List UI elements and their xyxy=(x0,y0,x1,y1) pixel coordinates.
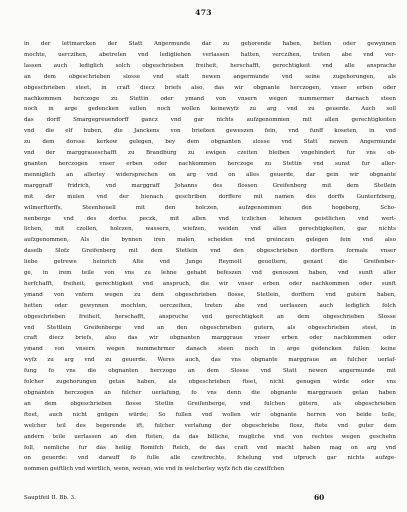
text-line: ge, in irem teile von vns zu lehne gehabt befeszen vnd genoszen haben, vnd sunft aller xyxy=(24,270,396,277)
text-line: obgeschrieben steet, in craft diecz briefs also, das wir obgnante herczogen, vnser erben oder xyxy=(24,84,396,91)
text-line: hetten oder gewynnen mochten, uerczeihen, treten abe vnd uerlaszen auch lediglich folch xyxy=(24,302,396,309)
text-line: gnanten herczogen vnser erben oder nachkommen herczoge zu Stettin vnd sunst fur aller- xyxy=(24,160,396,167)
text-line: lichen, mit czollen, holczen, wassern, wiefzen, weiden vnd allen gerechtigkeiten, gar nichts xyxy=(24,226,396,233)
text-line: wilmerftorffs, Steenhouell mit den holczen, aufzgenommen den hogeberg, Scho- xyxy=(24,204,396,211)
text-line: nommen geiftlich vnd wertlich, wenn, wovan, wie vnd in welcherley wyfz fich die czwiffchen xyxy=(24,466,285,473)
text-line: ymand von vnfern wegen zu dem obgeschrieben flosse, Stetlein, dorffern vnd gutern haben, xyxy=(24,291,396,298)
text-line: das dorff Smargegreuendorff gancz vnd gar nichts aufzgenommen mit allen gerechtigkeiten xyxy=(24,117,396,124)
text-line: wyfz zu arg vnd zu geuerde. Weres auch, das vns obgnante marggraue an fulcher uerlaf- xyxy=(24,357,396,364)
text-line: obgnanten herczogen an fulcher uerlafung, fo vns denn die obgnante marggrauen getan haben xyxy=(24,390,396,396)
text-line: on geuerde: vnd darauff fo fulle alle czwitrechte, fchelung vnd ufpruch gar nichts aufzge- xyxy=(24,455,396,462)
text-line: menniglich an allerley widersprechen on arg vnd on alles geuerde, dar gein wir obgnante xyxy=(24,171,396,178)
text-line: foll, nemliche fur das heilig Romifch Reich, de das craft vnd macht haben mag on arg vnd xyxy=(24,444,396,451)
text-line: mit der mulen vnd der hienach geschriben dorffere mit namen des dorffs Gunterfzberg, xyxy=(24,193,396,200)
text-line: marggraff fridrich, vnd marggraff Johanns des flossen Greifenberg mit dem Stetlein xyxy=(24,182,396,189)
text-line: lassen auch lediglich solch obgeschrieben freiheit, herschafft, gerechtigkeit vnd alle ansprache xyxy=(24,62,396,69)
text-line: welcher teil des begerende ift, fulcher verlafung der obgeschriebe flosz, ftete vnd guter dem xyxy=(24,422,396,429)
text-line: nachkommen herczoge zu Stettin oder ymand von vnsern wegen nummermer darnach steen xyxy=(24,95,396,102)
footer-signature: Sauptfeil II. Bb. 3. xyxy=(24,495,76,501)
text-line: nenberge vnd des dorfss peczk, mit allen vnd iczlichen lehenen geistlichen vnd wert- xyxy=(24,215,396,222)
text-line: craft diecz briefs, also das wir obgnanten marggraue vnser erben oder nachkommen oder xyxy=(24,335,396,342)
text-line: fung fo vns die obgnanten herczogo an dem Slosse vnd Statt newen angermunde mit xyxy=(24,368,396,375)
footer-sheet-number: 60 xyxy=(314,493,325,502)
text-line: in der lettmarcken der Statt Angermunde dar zu gehorende haben, betten oder gewynnen xyxy=(24,41,396,47)
text-line: noch in arge gedencken sullen noch wollen keinewyfz zu arg vnd zu geuerde. Auch soll xyxy=(24,106,396,113)
text-line: vnd der marggraueschafft zu Brandburg zu ewigen czeiten bleiben vngehindert fur vns ob- xyxy=(24,150,396,157)
text-line: mochte, uerczihen, abetreten vnd ledigliehen verlassen hatten, verczihen, treten abe vnd ver- xyxy=(24,51,396,58)
text-line: liebe getrewe heinrich Alte vnd Junge Reymolt geuettern, genant die Greifenber- xyxy=(24,259,396,266)
text-line: aufzgenommen, Als die bynnen iren malen, scheiden vnd greinczen gelegen fein vnd also xyxy=(24,237,396,244)
text-line: vnd Stettlein Greifenberge vnd an den obgeschrieben gutern, als obgeschrieben steet, in xyxy=(24,324,396,331)
body-text xyxy=(24,39,396,475)
text-line: fteet, auch nicht gnügen würde; So fullen vnd wollen wir obgnante herren von beide teile, xyxy=(24,411,396,418)
page-number: 473 xyxy=(195,8,212,17)
page-footer xyxy=(24,495,396,505)
text-line: zu dem dorsse kerkow gelegen, bey dem obgnanten slosse vnd Statt newen Angermunde xyxy=(24,139,396,146)
text-line: an dem obgeschrieben slosse vnd statt newen angermunde vnd seine zugehorungen, als xyxy=(24,73,396,80)
text-line: andern teile uerlassen an den fteten, da das billiche, mugliche vnd von rechtes wegen geschehn xyxy=(24,433,396,440)
text-line: herfchafft, freiheit, gerechtigkeit vnd anspruch, die wir vnser erben oder nachkommen oder sunft xyxy=(24,280,396,287)
text-line: folcher zugehorungen getan haben, als obgeschrieben fteet, nicht genugen wirde oder vns xyxy=(24,379,396,386)
text-line: obgeschrieben freiheit, herschafft, anspruche vnd gerechtigkeit an dem obgeschrieben Slosse xyxy=(24,313,396,320)
text-line: an dem obgeschrieben flosse Stetlin Greifenberge, vnd fulchen gütern, als obgeschrieben xyxy=(24,400,396,407)
text-line: vnd die elf huben, die Janckens von briefzen geweszen fein, vnd funff koseten, in vnd xyxy=(24,128,396,135)
text-line: ymand von vnsern wegen nummehrmer danach steen noch in arge gedencken fullen keine xyxy=(24,346,396,353)
text-line: daselb Slofz Greifenberg mit dem Stetlein vnd den obgeschrieben dorffern formals vnser xyxy=(24,248,396,255)
